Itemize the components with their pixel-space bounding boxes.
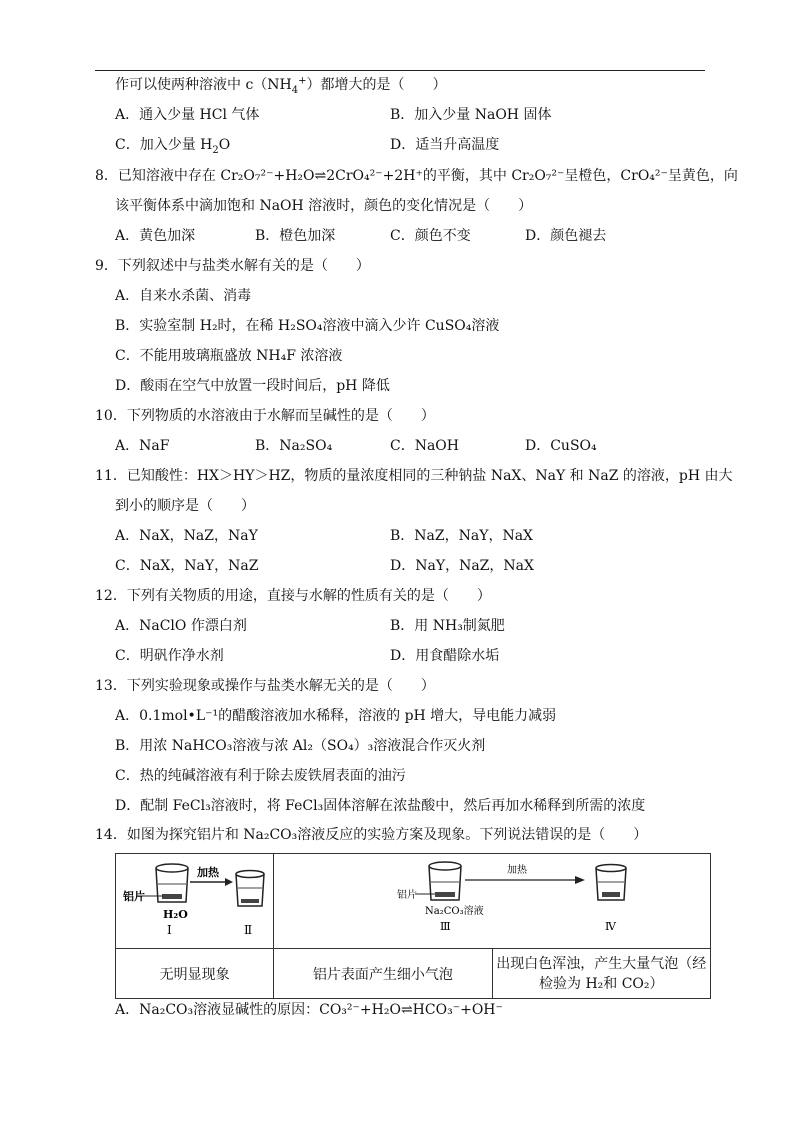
q10-stem: 10．下列物质的水溶液由于水解而呈碱性的是（ ） bbox=[95, 408, 435, 424]
q12-stem: 12．下列有关物质的用途，直接与水解的性质有关的是（ ） bbox=[95, 588, 491, 604]
q11-stem-line1: 11．已知酸性：HX＞HY＞HZ，物质的量浓度相同的三种钠盐 NaX、NaY 和 NaZ 的溶液，pH 由大 bbox=[95, 468, 733, 484]
q10-option-c: C．NaOH bbox=[390, 438, 459, 454]
figure-cell-carbonate bbox=[274, 854, 711, 949]
q9-option-d: D．酸雨在空气中放置一段时间后，pH 降低 bbox=[115, 378, 390, 394]
q12-option-b: B．用 NH₃制氮肥 bbox=[390, 618, 505, 634]
q14-option-a: A．Na₂CO₃溶液显碱性的原因：CO₃²⁻+H₂O⇌HCO₃⁻+OH⁻ bbox=[115, 1002, 503, 1018]
q11-option-d: D．NaY，NaZ，NaX bbox=[390, 558, 534, 574]
tag-beaker-1: Ⅰ bbox=[166, 923, 172, 937]
q10-option-b: B．Na₂SO₄ bbox=[255, 438, 333, 454]
tag-beaker-4: Ⅳ bbox=[605, 920, 617, 933]
q8-stem-line1: 8．已知溶液中存在 Cr₂O₇²⁻+H₂O⇌2CrO₄²⁻+2H⁺的平衡，其中 Cr₂O₇²⁻呈橙色，CrO₄²⁻呈黄色，向 bbox=[95, 168, 738, 184]
observation-3-line1: 出现白色浑浊，产生大量气泡（经 bbox=[496, 955, 707, 972]
q12-option-a: A．NaClO 作漂白剂 bbox=[115, 618, 247, 634]
q13-option-c: C．热的纯碱溶液有利于除去废铁屑表面的油污 bbox=[115, 768, 406, 784]
q11-option-a: A．NaX，NaZ，NaY bbox=[115, 528, 258, 544]
q13-option-b: B．用浓 NaHCO₃溶液与浓 Al₂（SO₄）₃溶液混合作灭火剂 bbox=[115, 738, 486, 754]
q13-stem: 13．下列实验现象或操作与盐类水解无关的是（ ） bbox=[95, 678, 435, 694]
q13-option-d: D．配制 FeCl₃溶液时，将 FeCl₃固体溶解在浓盐酸中，然后再加水稀释到所需的浓度 bbox=[115, 798, 646, 814]
q9-option-c: C．不能用玻璃瓶盛放 NH₄F 浓溶液 bbox=[115, 348, 343, 364]
observation-2: 铝片表面产生细小气泡 bbox=[274, 949, 492, 999]
q9-option-a: A．自来水杀菌、消毒 bbox=[115, 288, 252, 304]
q7-option-c: C．加入少量 $H_2O$ bbox=[115, 137, 231, 156]
q12-option-c: C．明矾作净水剂 bbox=[115, 648, 224, 664]
q12-option-d: D．用食醋除水垢 bbox=[390, 648, 500, 664]
q10-option-a: A．NaF bbox=[115, 438, 170, 454]
q14-stem: 14．如图为探究铝片和 Na₂CO₃溶液反应的实验方案及现象。下列说法错误的是（ ） bbox=[95, 827, 648, 843]
label-water: H₂O bbox=[162, 908, 188, 921]
observation-3 bbox=[492, 949, 710, 999]
tag-beaker-2: Ⅱ bbox=[243, 923, 252, 937]
q7-option-d: D．适当升高温度 bbox=[390, 137, 500, 153]
label-heat-1: 加热 bbox=[196, 866, 219, 879]
q8-option-d: D．颜色褪去 bbox=[525, 228, 607, 244]
label-heat-2: 加热 bbox=[507, 865, 528, 876]
q11-option-c: C．NaX，NaY，NaZ bbox=[115, 558, 259, 574]
figure-cell-water bbox=[116, 854, 274, 949]
experiment-table bbox=[115, 853, 711, 999]
q7-option-b: B．加入少量 NaOH 固体 bbox=[390, 107, 552, 123]
label-al-1: 铝片 bbox=[122, 890, 145, 903]
q8-option-b: B．橙色加深 bbox=[255, 228, 336, 244]
beaker-figure-carbonate bbox=[275, 854, 709, 944]
q11-stem-line2: 到小的顺序是（ ） bbox=[115, 498, 255, 514]
q9-option-b: B．实验室制 H₂时，在稀 H₂SO₄溶液中滴入少许 CuSO₄溶液 bbox=[115, 318, 500, 334]
tag-beaker-3: Ⅲ bbox=[440, 920, 451, 933]
q8-stem-line2: 该平衡体系中滴加饱和 NaOH 溶液时，颜色的变化情况是（ ） bbox=[115, 198, 533, 214]
q11-option-b: B．NaZ，NaY，NaX bbox=[390, 528, 534, 544]
q10-option-d: D．CuSO₄ bbox=[525, 438, 597, 454]
q8-option-c: C．颜色不变 bbox=[390, 228, 471, 244]
label-al-2: 铝片 bbox=[397, 890, 418, 901]
q8-option-a: A．黄色加深 bbox=[115, 228, 196, 244]
q7-option-a: A．通入少量 HCl 气体 bbox=[115, 107, 260, 123]
observation-3-line2: 检验为 H₂和 CO₂） bbox=[539, 975, 664, 992]
observation-1: 无明显现象 bbox=[116, 949, 274, 999]
label-carbonate-solution: Na₂CO₃溶液 bbox=[425, 906, 484, 917]
q9-stem: 9．下列叙述中与盐类水解有关的是（ ） bbox=[95, 258, 370, 274]
q7-stem: 作可以使两种溶液中 $c(NH_4^+)$都增大的是（ ） bbox=[115, 75, 447, 96]
header-rule bbox=[95, 70, 705, 71]
q13-option-a: A．0.1mol•L⁻¹的醋酸溶液加水稀释，溶液的 pH 增大，导电能力减弱 bbox=[115, 708, 557, 724]
beaker-figure-water bbox=[117, 854, 273, 944]
